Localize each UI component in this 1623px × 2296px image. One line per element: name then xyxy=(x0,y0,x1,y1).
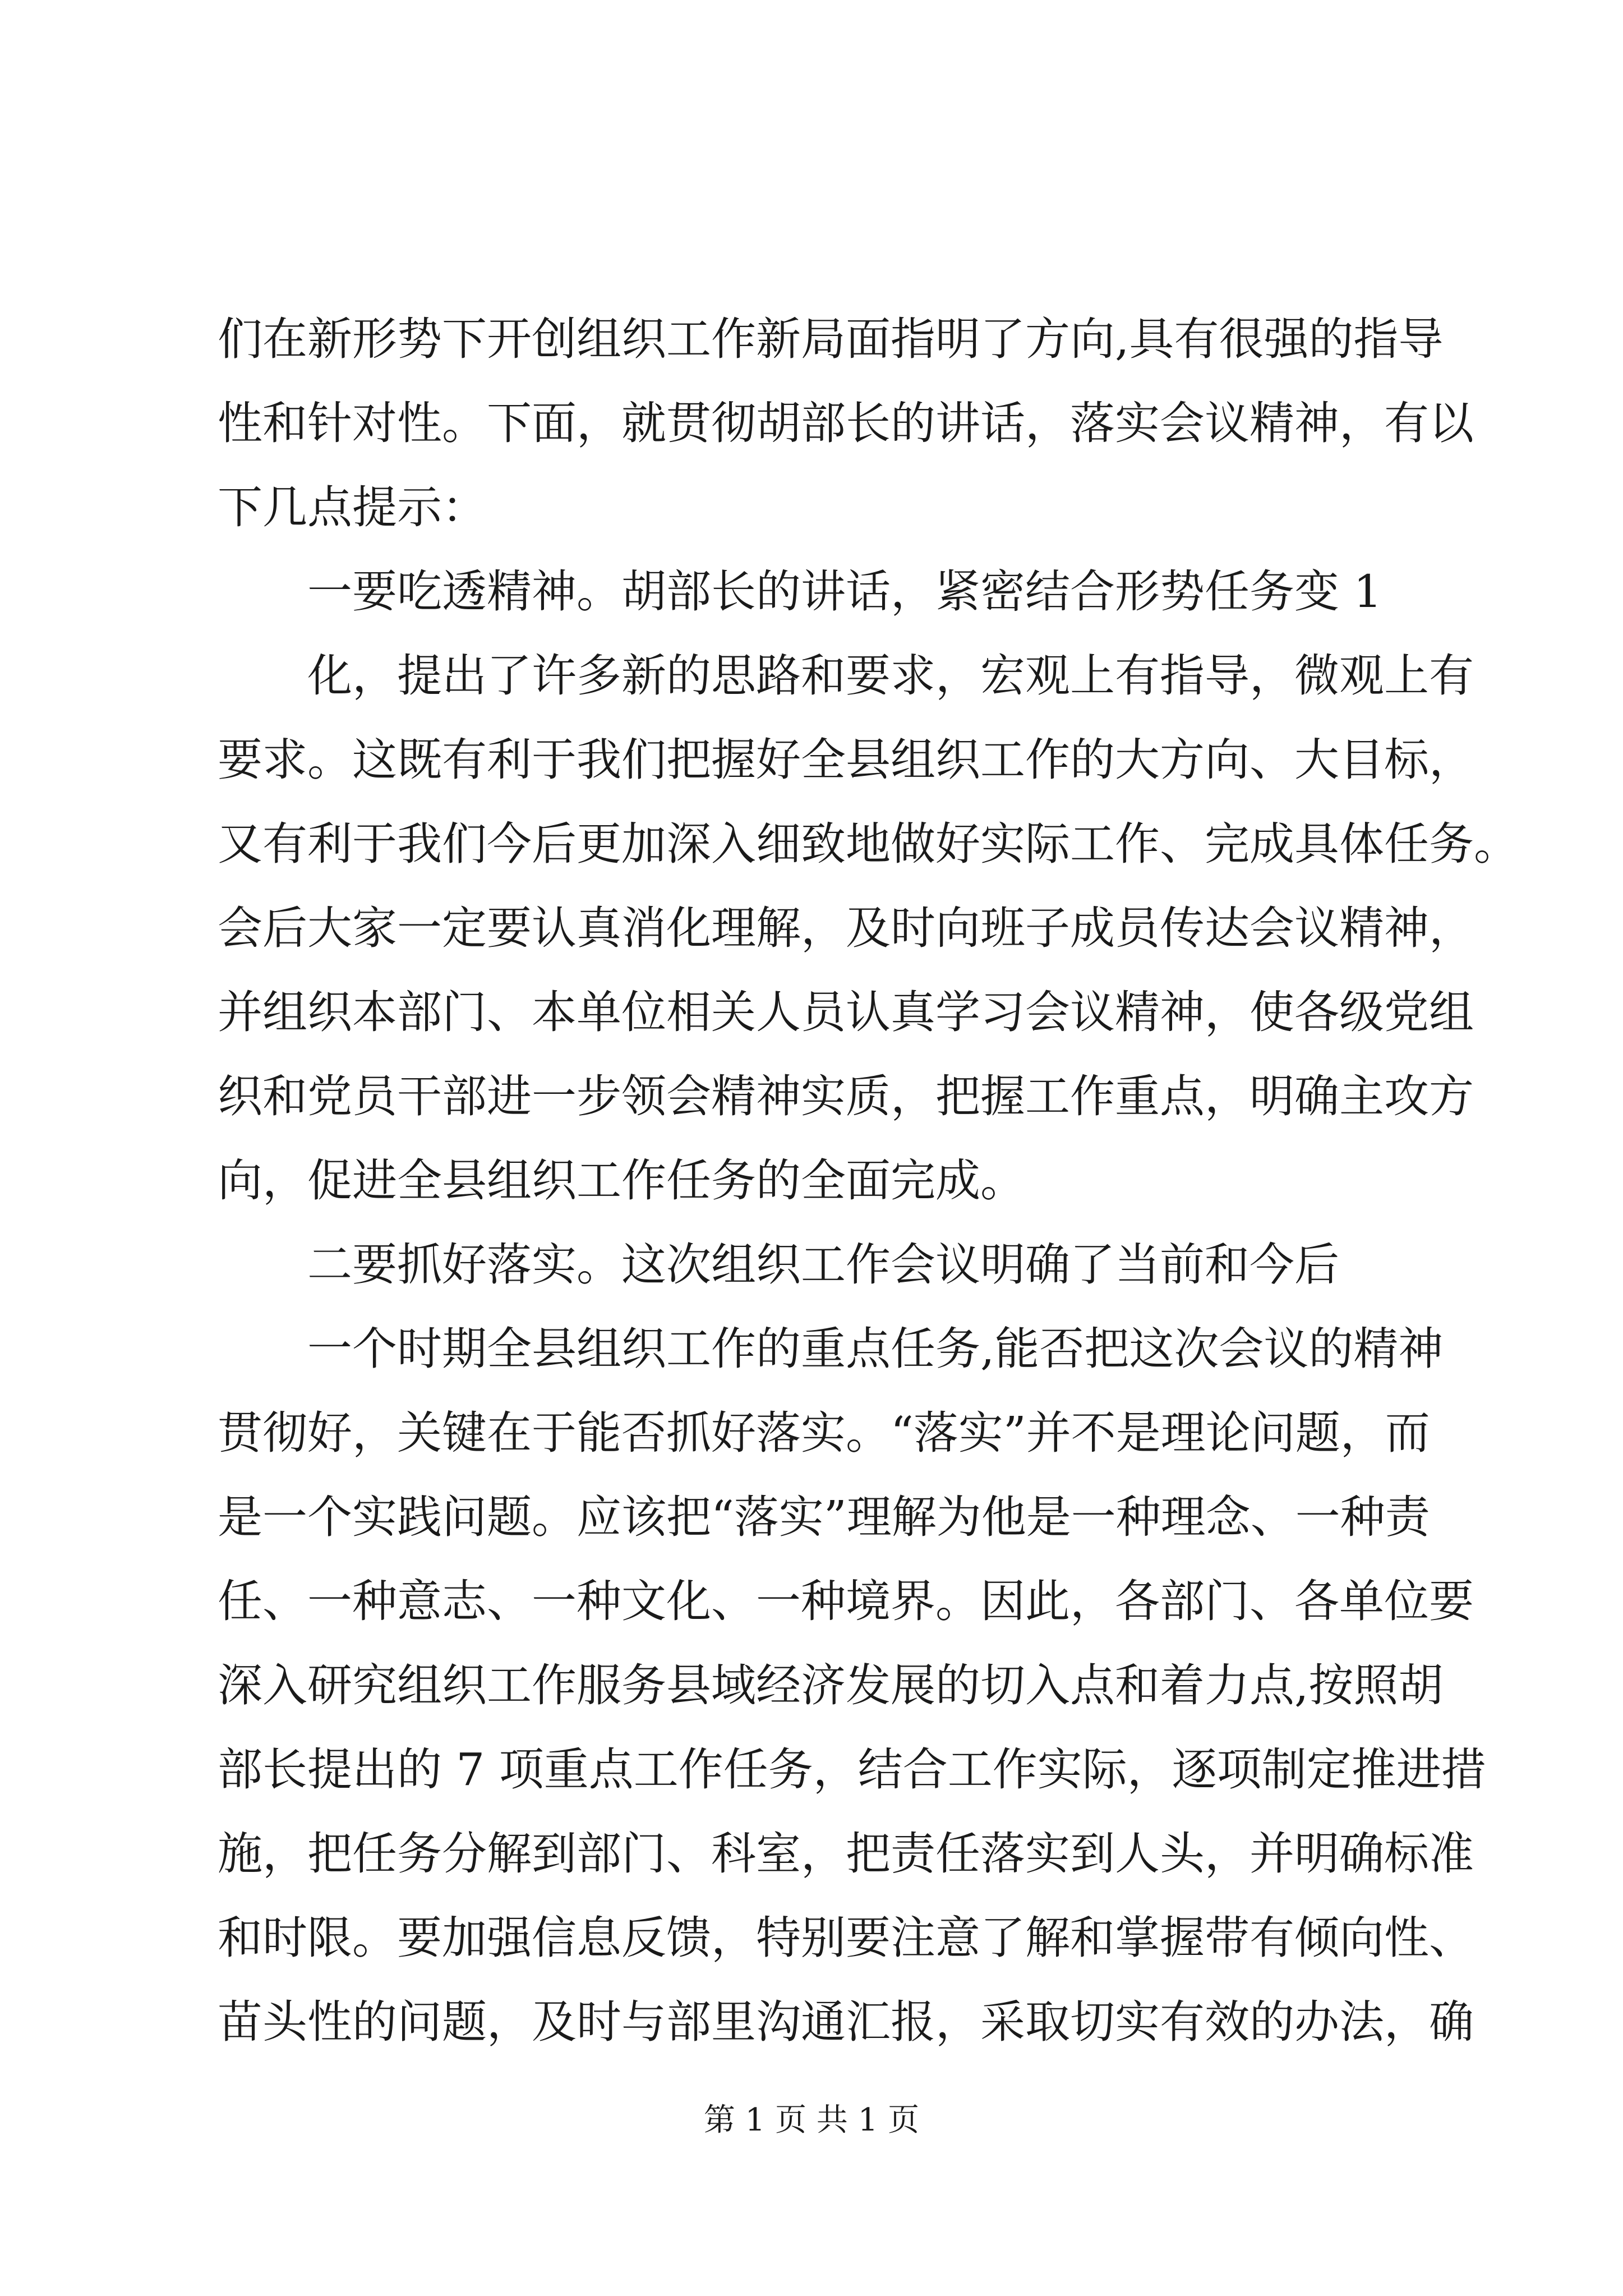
text-line: 二要抓好落实。这次组织工作会议明确了当前和今后 xyxy=(307,1239,1339,1291)
text-line: 织和党员干部进一步领会精神实质，把握工作重点，明确主攻方 xyxy=(218,1070,1474,1122)
text-line: 要求。这既有利于我们把握好全县组织工作的大方向、大目标， xyxy=(218,734,1474,786)
text-line: 是一个实践问题。应该把“落实”理解为他是一种理念、一种责 xyxy=(218,1491,1430,1543)
text-line: 化，提出了许多新的思路和要求，宏观上有指导，微观上有 xyxy=(307,650,1474,702)
text-line: 下几点提示： xyxy=(218,481,487,533)
text-line: 贯彻好，关键在于能否抓好落实。“落实”并不是理论问题，而 xyxy=(218,1407,1430,1459)
text-line: 和时限。要加强信息反馈，特别要注意了解和掌握带有倾向性、 xyxy=(218,1912,1474,1964)
text-line: 一要吃透精神。胡部长的讲话，紧密结合形势任务变 1 xyxy=(307,565,1382,618)
text-line: 又有利于我们今后更加深入细致地做好实际工作、完成具体任务。 xyxy=(218,818,1519,870)
text-line: 并组织本部门、本单位相关人员认真学习会议精神，使各级党组 xyxy=(218,986,1474,1038)
text-line: 苗头性的问题，及时与部里沟通汇报，采取切实有效的办法，确 xyxy=(218,1996,1474,2048)
text-line: 深入研究组织工作服务县域经济发展的切入点和着力点,按照胡 xyxy=(218,1659,1444,1711)
text-line: 们在新形势下开创组织工作新局面指明了方向,具有很强的指导 xyxy=(218,313,1444,365)
text-line: 任、一种意志、一种文化、一种境界。因此，各部门、各单位要 xyxy=(218,1575,1474,1627)
text-line: 部长提出的 7 项重点工作任务，结合工作实际，逐项制定推进措 xyxy=(218,1743,1486,1796)
text-line: 施，把任务分解到部门、科室，把责任落实到人头，并明确标准 xyxy=(218,1828,1474,1880)
page-footer: 第 1 页 共 1 页 xyxy=(703,2102,920,2138)
text-line: 向，促进全县组织工作任务的全面完成。 xyxy=(218,1154,1025,1207)
text-line: 性和针对性。下面，就贯彻胡部长的讲话，落实会议精神，有以 xyxy=(218,397,1474,449)
text-line: 会后大家一定要认真消化理解，及时向班子成员传达会议精神， xyxy=(218,902,1474,954)
text-line: 一个时期全县组织工作的重点任务,能否把这次会议的精神 xyxy=(307,1323,1444,1375)
